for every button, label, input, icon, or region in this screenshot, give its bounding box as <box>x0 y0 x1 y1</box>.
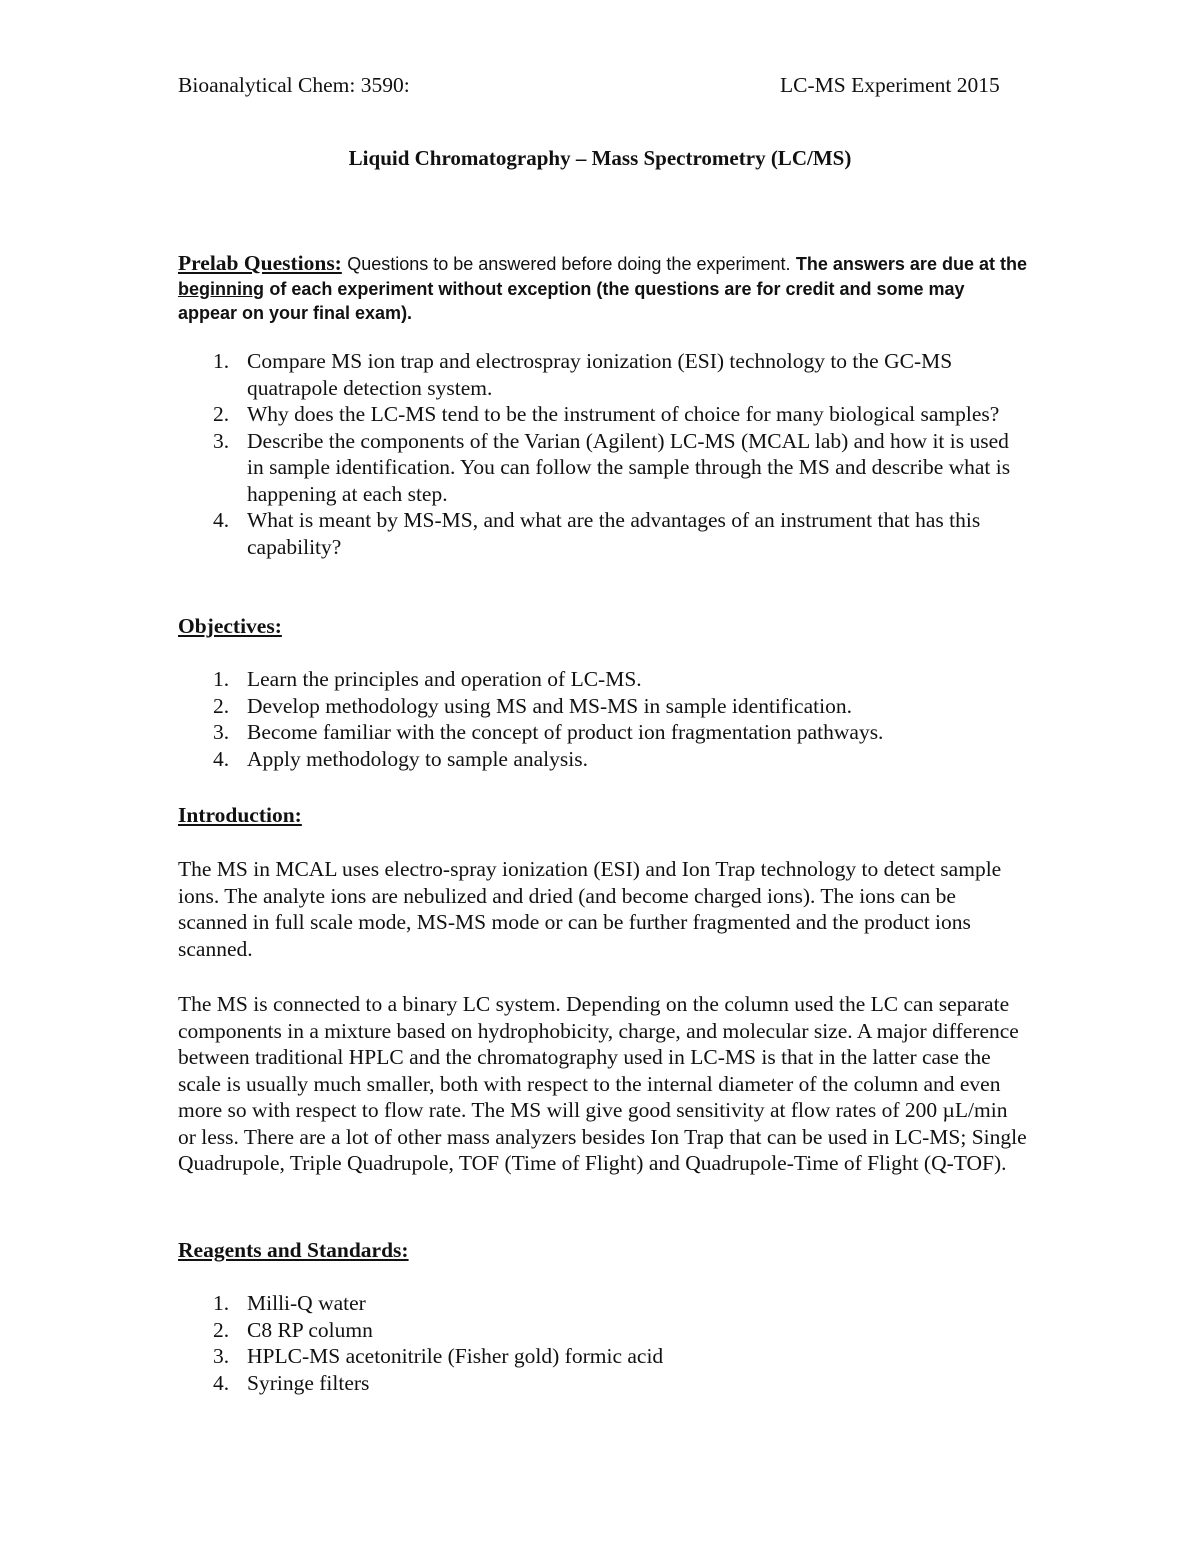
list-item <box>178 666 1018 693</box>
list-text: Become familiar with the concept of product ion fragmentation pathways. <box>247 720 884 744</box>
list-text: Develop methodology using MS and MS-MS in sample identification. <box>247 693 852 718</box>
list-item <box>178 1370 1018 1397</box>
list-item <box>178 1317 1018 1344</box>
list-number: 2. <box>213 693 230 718</box>
list-number: 1. <box>213 667 230 691</box>
list-text: Describe the components of the Varian (Agilent) LC-MS (MCAL lab) and how it is used in sample identification. You can follow the sample through the MS and describe what is happening at each step. <box>247 428 1011 506</box>
list-item <box>178 348 1018 401</box>
list-text: Learn the principles and operation of LC-MS. <box>247 667 642 691</box>
list-text: Syringe filters <box>247 1370 370 1395</box>
prelab-bold-text-1: The answers are due at the <box>795 254 1027 274</box>
list-number: 2. <box>213 1317 230 1342</box>
list-text: Milli-Q water <box>247 1291 366 1315</box>
objectives-heading: Objectives: <box>178 614 282 638</box>
list-number: 3. <box>213 1344 230 1368</box>
list-text: HPLC-MS acetonitrile (Fisher gold) formic acid <box>247 1344 664 1368</box>
prelab-questions-list <box>178 348 1018 560</box>
list-item <box>178 719 1018 746</box>
list-item <box>178 507 1018 560</box>
list-item <box>178 1343 1018 1370</box>
list-number: 1. <box>213 349 230 373</box>
reagents-list <box>178 1290 1018 1396</box>
introduction-paragraph-1: The MS in MCAL uses electro-spray ionization (ESI) and Ion Trap technology to detect sample ions. The analyte ions are nebulized and dried (and become charged ions). The ions can be scanned in full scale mode, MS-MS mode or can be further fragmented and the product ions scanned. <box>178 857 1002 961</box>
list-item <box>178 428 1018 508</box>
list-number: 4. <box>213 1370 230 1395</box>
document-title: Liquid Chromatography – Mass Spectrometry (LC/MS) <box>348 146 852 170</box>
prelab-bold-underline: beginning <box>178 278 264 299</box>
list-number: 4. <box>213 508 230 532</box>
prelab-heading: Prelab Questions: <box>178 251 342 275</box>
list-text: C8 RP column <box>247 1317 373 1342</box>
list-text: What is meant by MS-MS, and what are the advantages of an instrument that has this capability? <box>247 508 981 559</box>
list-number: 2. <box>213 402 230 426</box>
prelab-intro-text: Questions to be answered before doing the experiment. <box>347 254 791 274</box>
list-number: 3. <box>213 720 230 744</box>
list-item <box>178 1290 1018 1317</box>
list-item <box>178 401 1018 428</box>
list-text: Why does the LC-MS tend to be the instrument of choice for many biological samples? <box>247 402 1000 426</box>
list-number: 4. <box>213 746 230 771</box>
introduction-heading: Introduction: <box>178 803 302 827</box>
header-course: Bioanalytical Chem: 3590: <box>178 73 410 97</box>
list-number: 3. <box>213 428 230 453</box>
list-item <box>178 693 1018 720</box>
list-number: 1. <box>213 1291 230 1315</box>
objectives-list <box>178 666 1018 772</box>
header-experiment: LC-MS Experiment 2015 <box>780 73 1000 97</box>
list-text: Apply methodology to sample analysis. <box>247 746 588 771</box>
prelab-intro <box>178 252 1028 326</box>
reagents-heading: Reagents and Standards: <box>178 1238 409 1262</box>
prelab-bold-text-2: of each experiment without exception (the questions are for credit and some may appear on your final exam). <box>178 278 965 323</box>
introduction-paragraph-2: The MS is connected to a binary LC system. Depending on the column used the LC can separate components in a mixture based on hydrophobicity, charge, and molecular size. A major difference between traditional HPLC and the chromatography used in LC-MS is that in the latter case the scale is usually much smaller, both with respect to the internal diameter of the column and even more so with respect to flow rate. The MS will give good sensitivity at flow rates of 200 µL/min or less. There are a lot of other mass analyzers besides Ion Trap that can be used in LC-MS; Single Quadrupole, Triple Quadrupole, TOF (Time of Flight) and Quadrupole-Time of Flight (Q-TOF). <box>178 992 1027 1175</box>
list-item <box>178 746 1018 773</box>
list-text: Compare MS ion trap and electrospray ionization (ESI) technology to the GC-MS quatrapole detection system. <box>247 349 953 400</box>
